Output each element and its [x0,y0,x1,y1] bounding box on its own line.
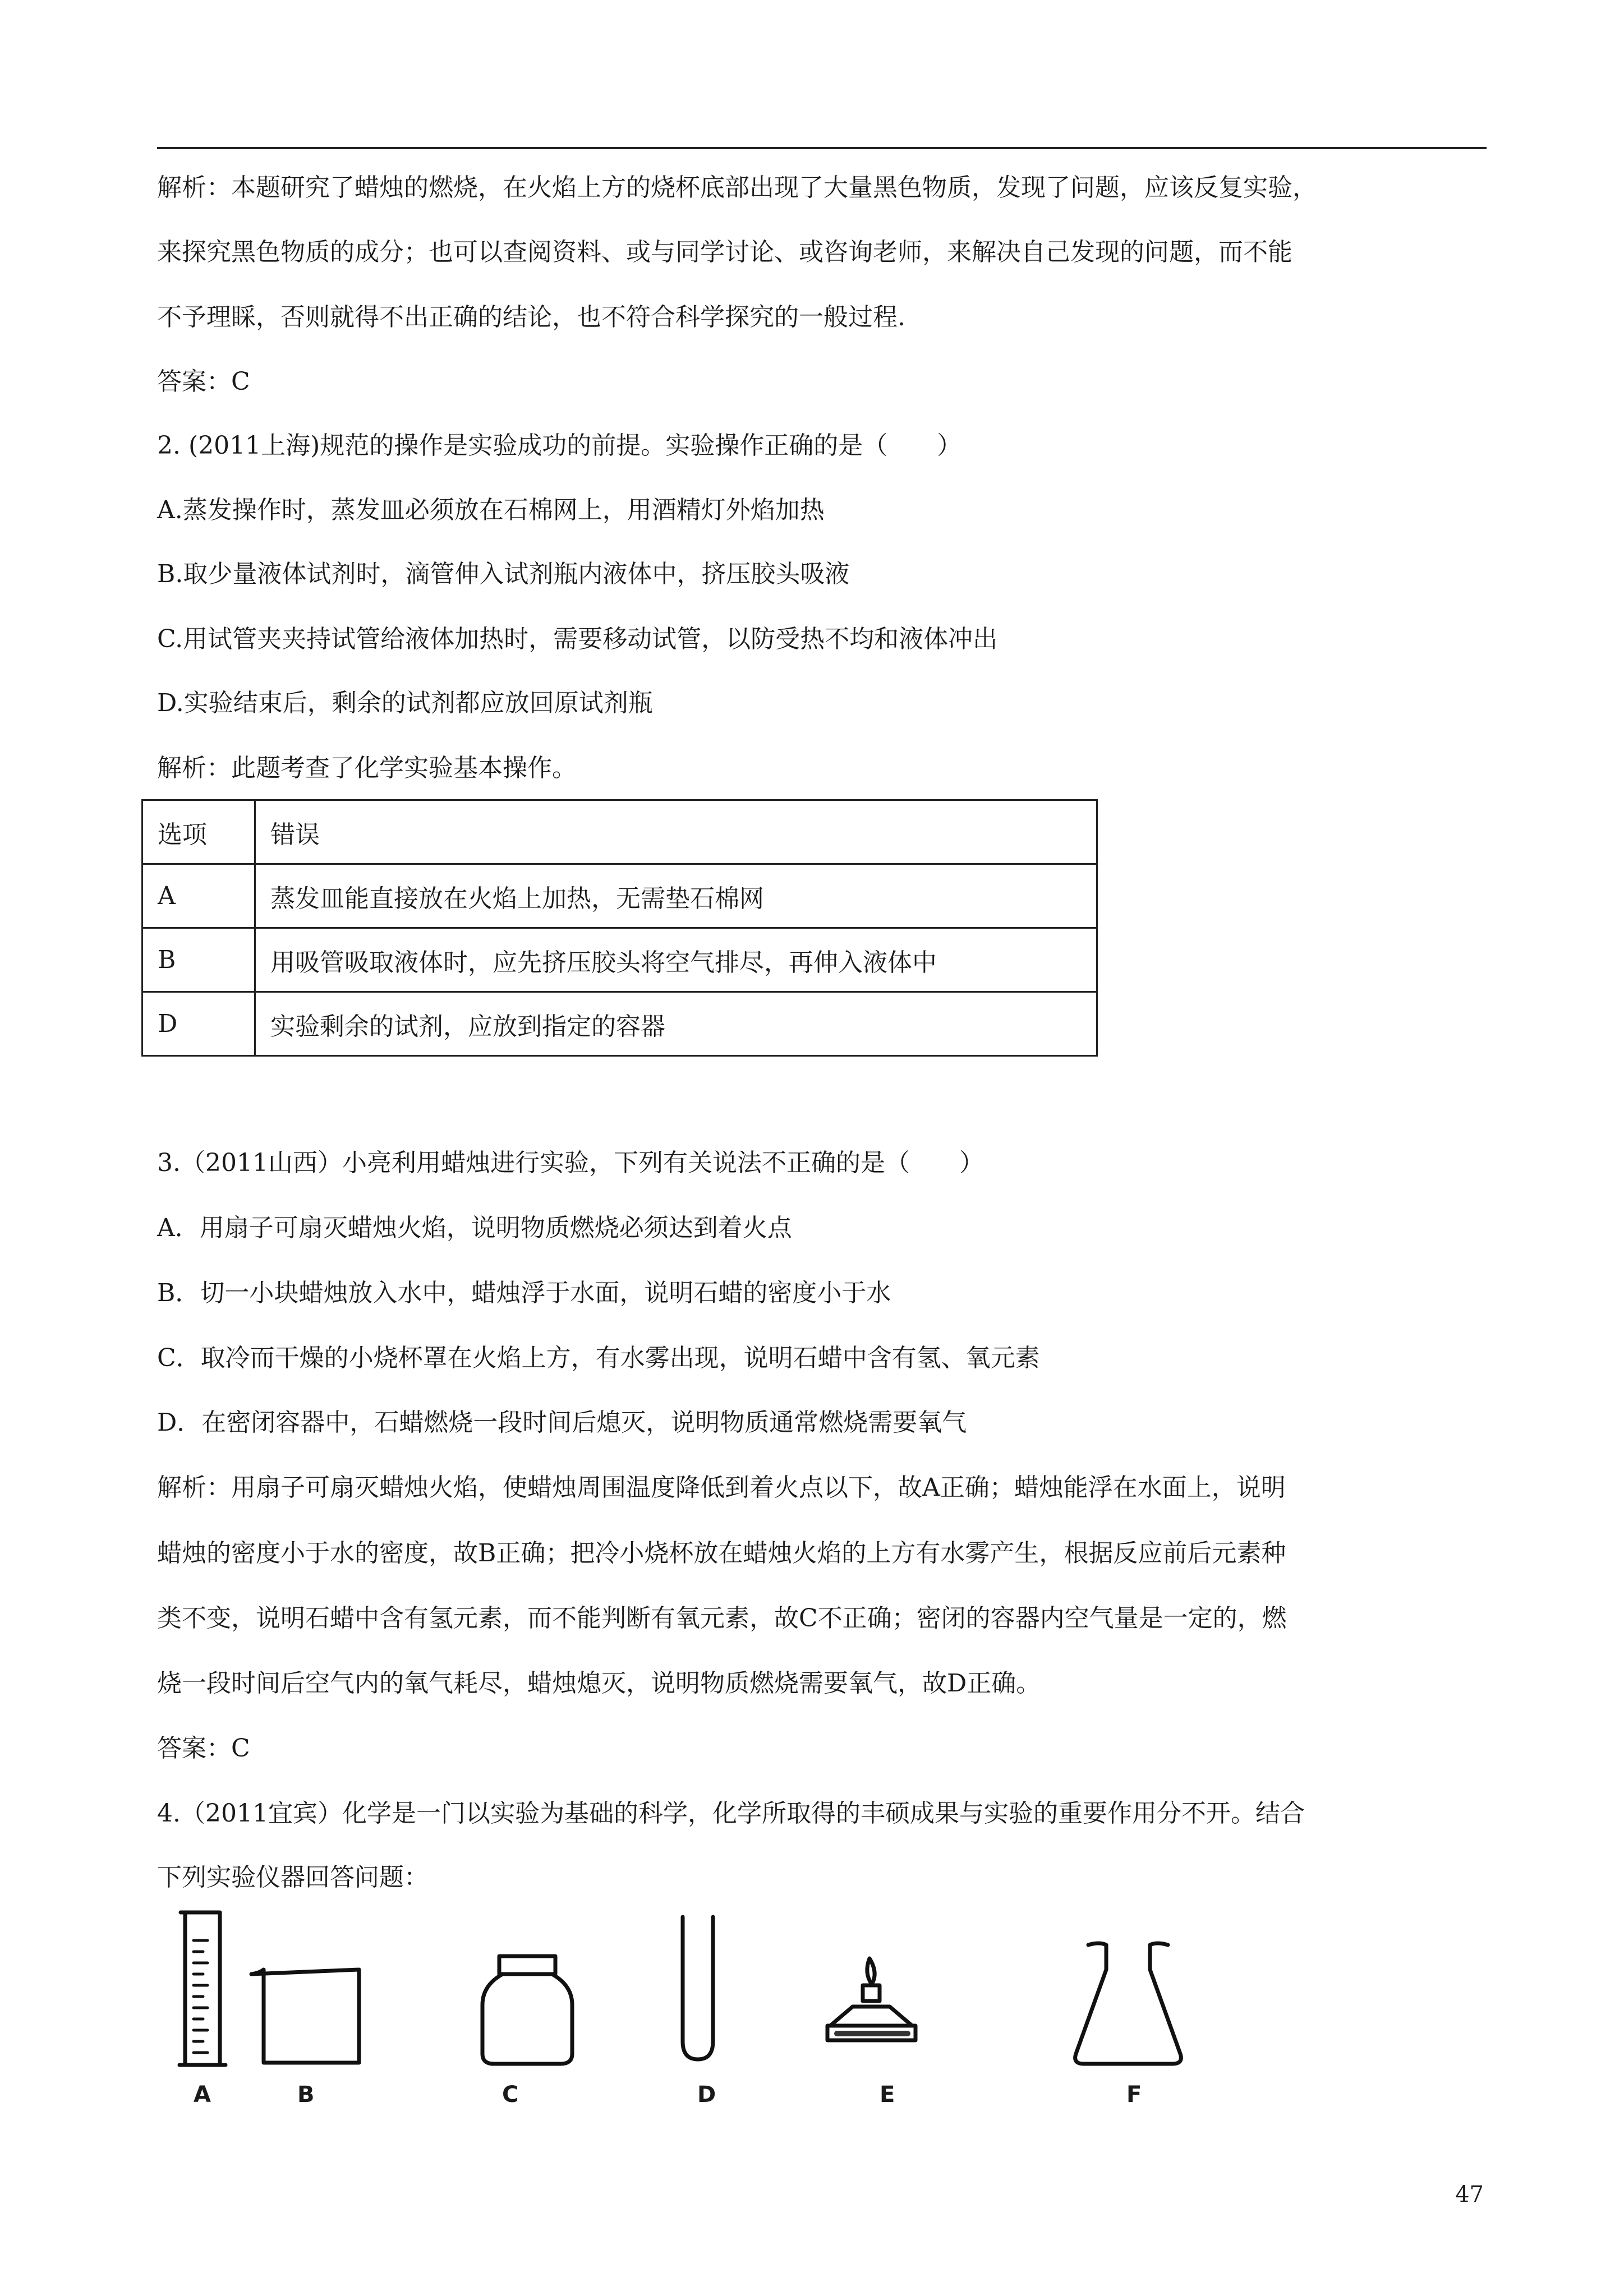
question-2-analysis: 解析：此题考查了化学实验基本操作。 [157,754,577,782]
question-3-analysis-line-1: 解析：用扇子可扇灭蜡烛火焰，使蜡烛周围温度降低到着火点以下，故A正确；蜡烛能浮在水面上，说明 [157,1473,1286,1502]
test-tube-icon [683,1917,713,2059]
question-4-stem-line-1: 4.（2011宜宾）化学是一门以实验为基础的科学，化学所取得的丰硕成果与实验的重要作用分不开。结合 [157,1799,1305,1828]
apparatus-figure [168,1907,1206,2075]
table-cell-error: 用吸管吸取液体时，应先挤压胶头将空气排尽，再伸入液体中 [255,928,1097,992]
table-row [142,992,1097,1056]
table-cell-option: B [142,928,255,992]
apparatus-label-b: B [297,2082,315,2108]
question-3-option-c: C．取冷而干燥的小烧杯罩在火焰上方，有水雾出现，说明石蜡中含有氢、氧元素 [157,1344,1040,1372]
table-row [142,864,1097,928]
analysis-1-line-2: 来探究黑色物质的成分；也可以查阅资料、或与同学讨论、或咨询老师，来解决自己发现的问题，而不能 [157,238,1292,266]
question-3-analysis-line-4: 烧一段时间后空气内的氧气耗尽，蜡烛熄灭，说明物质燃烧需要氧气，故D正确。 [157,1669,1041,1698]
apparatus-label-c: C [502,2082,519,2108]
header-rule [157,147,1487,149]
answer-3: 答案：C [157,1734,250,1763]
apparatus-label-d: D [697,2082,716,2108]
table-cell-error: 蒸发皿能直接放在火焰上加热，无需垫石棉网 [255,864,1097,928]
analysis-1-line-3: 不予理睬，否则就得不出正确的结论，也不符合科学探究的一般过程. [157,303,905,331]
question-3-option-d: D．在密闭容器中，石蜡燃烧一段时间后熄灭，说明物质通常燃烧需要氧气 [157,1408,967,1437]
wide-mouth-bottle-icon [482,1956,572,2064]
table-cell-option: A [142,864,255,928]
question-2-stem: 2. (2011上海)规范的操作是实验成功的前提。实验操作正确的是（ ） [157,431,962,460]
apparatus-label-a: A [194,2082,211,2108]
error-table [141,799,1098,1057]
question-2-option-b: B.取少量液体试剂时，滴管伸入试剂瓶内液体中，挤压胶头吸液 [157,560,850,588]
beaker-icon [251,1970,359,2063]
answer-1: 答案：C [157,367,250,396]
table-cell-error: 实验剩余的试剂，应放到指定的容器 [255,992,1097,1056]
page-number: 47 [1455,2182,1484,2207]
table-header-option: 选项 [142,800,255,864]
question-4-stem-line-2: 下列实验仪器回答问题： [157,1863,429,1892]
question-3-option-b: B．切一小块蜡烛放入水中，蜡烛浮于水面，说明石蜡的密度小于水 [157,1279,891,1307]
question-3-analysis-line-3: 类不变，说明石蜡中含有氢元素，而不能判断有氧元素，故C不正确；密闭的容器内空气量是一定的，燃 [157,1604,1287,1633]
question-2-option-d: D.实验结束后，剩余的试剂都应放回原试剂瓶 [157,689,653,717]
conical-flask-icon [1075,1943,1181,2064]
analysis-1-line-1: 解析：本题研究了蜡烛的燃烧，在火焰上方的烧杯底部出现了大量黑色物质，发现了问题，应该反复实验， [157,173,1317,202]
question-2-option-a: A.蒸发操作时，蒸发皿必须放在石棉网上，用酒精灯外焰加热 [157,496,825,524]
question-3-option-a: A．用扇子可扇灭蜡烛火焰，说明物质燃烧必须达到着火点 [157,1214,792,1242]
question-3-analysis-line-2: 蜡烛的密度小于水的密度，故B正确；把冷小烧杯放在蜡烛火焰的上方有水雾产生，根据反应前后元素种 [157,1539,1286,1567]
alcohol-lamp-icon [827,1958,915,2040]
table-row [142,928,1097,992]
question-3-stem: 3.（2011山西）小亮利用蜡烛进行实验，下列有关说法不正确的是（ ） [157,1149,984,1177]
graduated-cylinder-icon [180,1912,226,2065]
table-header-error: 错误 [255,800,1097,864]
question-2-option-c: C.用试管夹夹持试管给液体加热时，需要移动试管，以防受热不均和液体冲出 [157,625,998,653]
table-cell-option: D [142,992,255,1056]
apparatus-label-e: E [880,2082,895,2108]
apparatus-label-f: F [1126,2082,1142,2108]
table-header-row [142,800,1097,864]
